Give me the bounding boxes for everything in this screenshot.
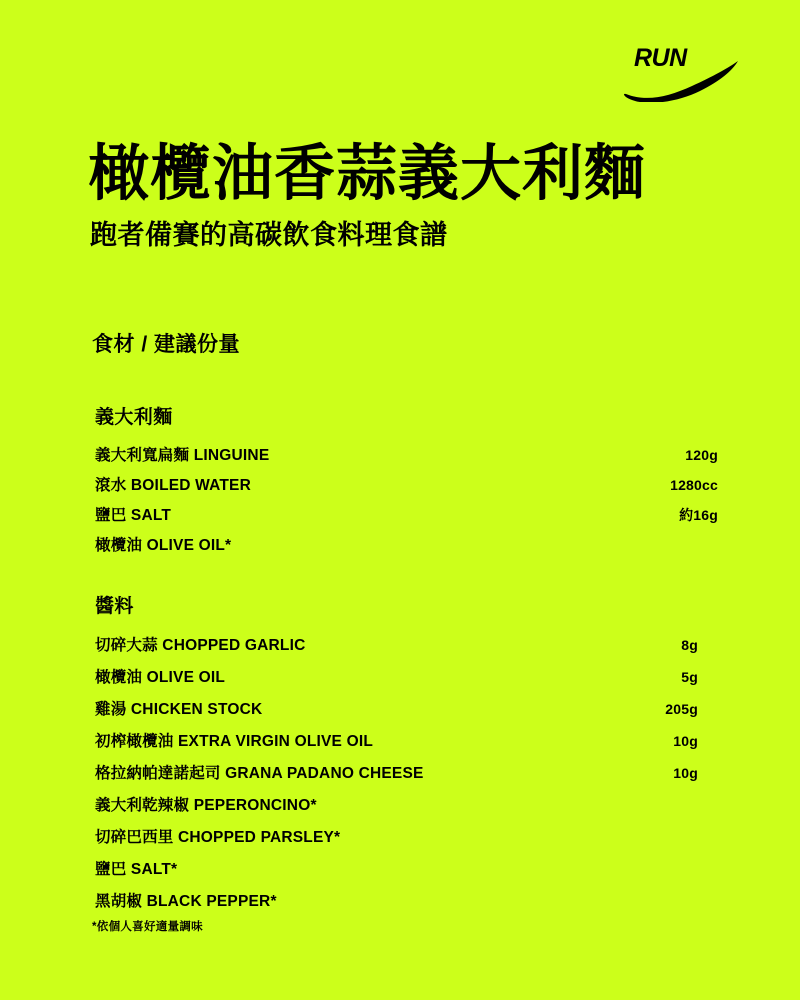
- list-item: [92, 820, 718, 852]
- ingredient-qty: 205g: [665, 701, 698, 717]
- list-item: [92, 499, 718, 529]
- ingredient-name: 橄欖油 OLIVE OIL: [95, 669, 226, 686]
- ingredient-qty: 5g: [681, 669, 698, 685]
- ingredient-qty: 10g: [673, 733, 698, 749]
- group-title: 醬料: [95, 596, 134, 617]
- ingredient-group-sauce: [92, 591, 718, 916]
- list-item: [92, 469, 718, 499]
- ingredient-name: 義大利寬扁麵 LINGUINE: [95, 447, 270, 464]
- ingredient-name: 鹽巴 SALT*: [95, 861, 178, 878]
- page-title: 橄欖油香蒜義大利麵: [88, 139, 647, 207]
- brand-logo: [620, 40, 740, 102]
- list-item: [92, 756, 718, 788]
- ingredient-name: 雞湯 CHICKEN STOCK: [95, 701, 263, 718]
- ingredient-name: 格拉納帕達諾起司 GRANA PADANO CHEESE: [95, 765, 424, 782]
- ingredient-qty: 10g: [673, 765, 698, 781]
- list-item: [92, 660, 718, 692]
- ingredient-name: 義大利乾辣椒 PEPERONCINO*: [95, 797, 317, 814]
- ingredient-qty: 8g: [681, 637, 698, 653]
- section-heading: 食材 / 建議份量: [92, 333, 241, 356]
- list-item: [92, 852, 718, 884]
- title-block: [88, 139, 720, 251]
- ingredient-name: 鹽巴 SALT: [95, 507, 172, 524]
- ingredient-name: 橄欖油 OLIVE OIL*: [95, 537, 232, 554]
- ingredient-qty: 約16g: [679, 507, 718, 523]
- ingredient-name: 滾水 BOILED WATER: [95, 477, 251, 494]
- ingredient-name: 初榨橄欖油 EXTRA VIRGIN OLIVE OIL: [95, 733, 374, 750]
- list-item: [92, 692, 718, 724]
- page-subtitle: 跑者備賽的高碳飲食料理食譜: [90, 219, 448, 250]
- list-item: [92, 628, 718, 660]
- list-item: [92, 724, 718, 756]
- list-item: [92, 529, 718, 559]
- list-item: [92, 884, 718, 916]
- ingredient-qty: 120g: [685, 447, 718, 463]
- group-title: 義大利麵: [95, 407, 173, 428]
- ingredients-section: [92, 328, 718, 948]
- footnote: *依個人喜好適量調味: [92, 921, 203, 933]
- ingredient-name: 切碎巴西里 CHOPPED PARSLEY*: [95, 829, 341, 846]
- list-item: [92, 439, 718, 469]
- ingredient-qty: 1280cc: [670, 477, 718, 493]
- brand-logo-text: RUN: [634, 44, 687, 72]
- ingredient-group-pasta: [92, 402, 718, 559]
- list-item: [92, 788, 718, 820]
- ingredient-name: 切碎大蒜 CHOPPED GARLIC: [95, 637, 306, 654]
- ingredient-name: 黑胡椒 BLACK PEPPER*: [95, 893, 277, 910]
